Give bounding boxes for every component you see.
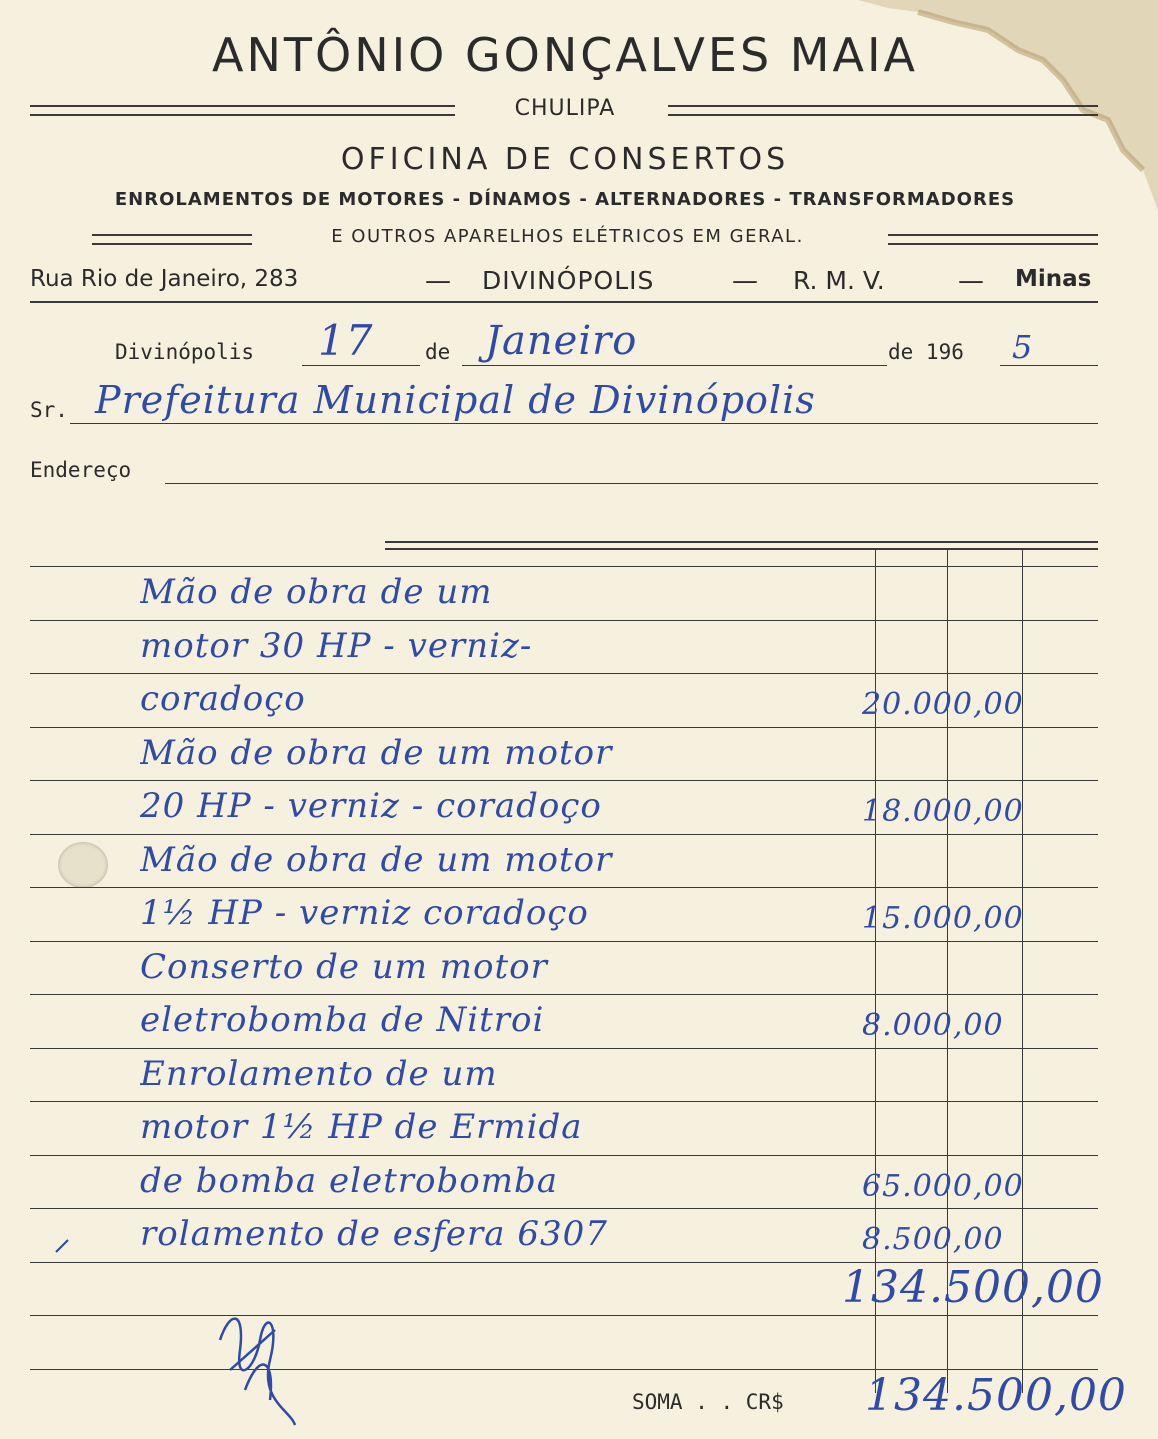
item-value: 8.000,00 [862, 1008, 1004, 1043]
client-label: Sr. [30, 398, 68, 422]
dash: — [732, 266, 758, 296]
dash: — [958, 266, 984, 296]
item-description: de bomba eletrobomba [140, 1161, 559, 1201]
table-row [0, 834, 1158, 888]
letterhead-name: ANTÔNIO GONÇALVES MAIA [212, 28, 918, 82]
item-description: Enrolamento de um [140, 1054, 498, 1094]
rule-left-2 [92, 234, 252, 245]
item-description: 1½ HP - verniz coradoço [140, 893, 589, 933]
item-value: 8.500,00 [862, 1222, 1004, 1257]
total-value: 134.500,00 [865, 1370, 1127, 1421]
table-row [0, 1208, 1158, 1262]
item-description: Conserto de um motor [140, 947, 548, 987]
subtotal-value: 134.500,00 [842, 1262, 1104, 1313]
item-value: 20.000,00 [862, 687, 1024, 722]
address-field-line [165, 483, 1098, 484]
services-line-1: ENROLAMENTOS DE MOTORES - DÍNAMOS - ALTERNADORES - TRANSFORMADORES [114, 189, 1016, 210]
client-value: Prefeitura Municipal de Divinópolis [95, 378, 816, 422]
table-row [0, 1101, 1158, 1155]
year-value: 5 [1012, 328, 1034, 366]
item-value: 18.000,00 [862, 794, 1024, 829]
item-description: Mão de obra de um motor [140, 733, 613, 773]
table-row [0, 994, 1158, 1048]
table-top-rule [385, 541, 1098, 550]
total-label: SOMA . . CR$ [632, 1390, 784, 1414]
item-description: motor 1½ HP de Ermida [140, 1107, 583, 1147]
letterhead-business: OFICINA DE CONSERTOS [340, 142, 790, 177]
table-row [0, 620, 1158, 674]
item-description: 20 HP - verniz - coradoço [140, 786, 602, 826]
street-address: Rua Rio de Janeiro, 283 [30, 266, 299, 292]
region: R. M. V. [793, 266, 885, 295]
de-label: de [425, 340, 451, 364]
rule-left-1 [30, 105, 455, 116]
item-description: Mão de obra de um [140, 572, 493, 612]
rule-right-1 [668, 105, 1098, 116]
dash: — [425, 266, 451, 296]
place-label: Divinópolis [115, 340, 255, 364]
item-value: 15.000,00 [862, 901, 1024, 936]
letterhead-nickname: CHULIPA [514, 96, 616, 121]
services-line-2: E OUTROS APARELHOS ELÉTRICOS EM GERAL. [331, 226, 804, 247]
check-mark [50, 1228, 90, 1268]
signature [200, 1290, 320, 1430]
city: DIVINÓPOLIS [482, 266, 655, 295]
table-row [0, 887, 1158, 941]
item-description: coradoço [140, 679, 306, 719]
table-row-line [30, 1315, 1098, 1316]
table-row [0, 780, 1158, 834]
table-row [0, 1155, 1158, 1209]
item-description: Mão de obra de um motor [140, 840, 613, 880]
address-label: Endereço [30, 458, 132, 482]
month-value: Janeiro [485, 318, 638, 364]
month-field-line [462, 365, 887, 366]
table-row [0, 673, 1158, 727]
table-row [0, 727, 1158, 781]
item-value: 65.000,00 [862, 1169, 1024, 1204]
year-label: de 196 [888, 340, 964, 364]
rule-right-2 [888, 234, 1098, 245]
table-row [0, 941, 1158, 995]
table-row [0, 566, 1158, 620]
day-value: 17 [318, 316, 374, 365]
address-line [30, 266, 1100, 296]
item-description: motor 30 HP - verniz- [140, 626, 533, 666]
client-field-line [70, 423, 1098, 424]
item-description: eletrobomba de Nitroi [140, 1000, 545, 1040]
state: Minas [1015, 266, 1092, 292]
table-row [0, 1048, 1158, 1102]
day-field-line [302, 365, 420, 366]
header-bottom-rule [30, 301, 1098, 303]
item-description: rolamento de esfera 6307 [140, 1214, 608, 1254]
